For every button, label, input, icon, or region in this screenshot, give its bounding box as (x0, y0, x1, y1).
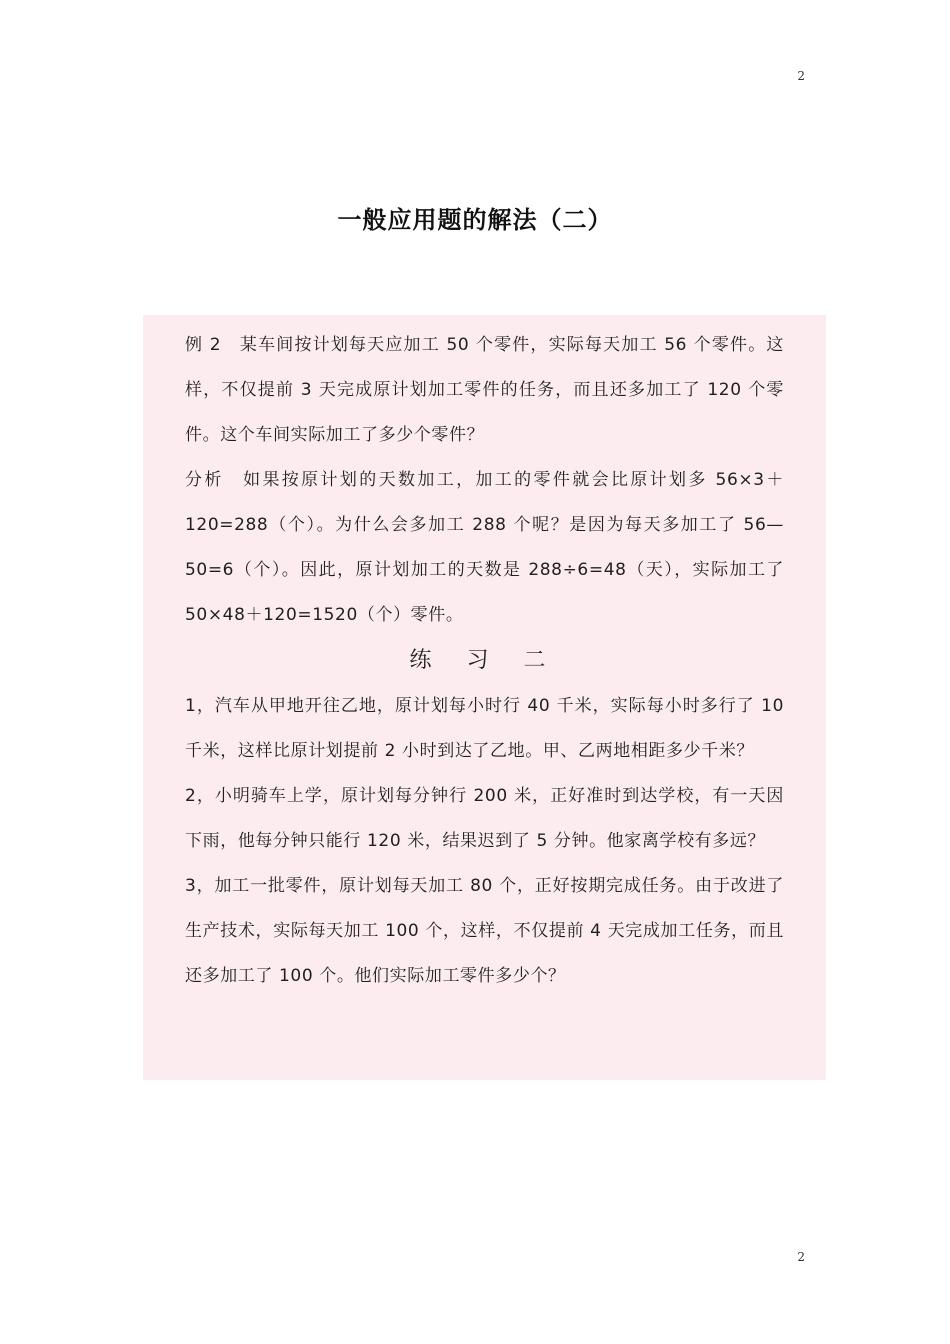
content-panel (143, 315, 826, 1080)
exercise-item-1: 1，汽车从甲地开往乙地，原计划每小时行 40 千米，实际每小时多行了 10 千米，这样比原计划提前 2 小时到达了乙地。甲、乙两地相距多少千米？ (185, 696, 784, 761)
example-paragraph: 例 2 某车间按计划每天应加工 50 个零件，实际每天加工 56 个零件。这样，不仅提前 3 天完成原计划加工零件的任务，而且还多加工了 120 个零件。这个车间实际加工了多少个零件？ (185, 335, 784, 445)
exercise-heading: 练 习 二 (409, 648, 560, 673)
exercise-item-3: 3，加工一批零件，原计划每天加工 80 个，正好按期完成任务。由于改进了生产技术，实际每天加工 100 个，这样，不仅提前 4 天完成加工任务，而且还多加工了 100 个。他们实际加工零件多少个？ (185, 876, 784, 986)
exercise-item-2: 2，小明骑车上学，原计划每分钟行 200 米，正好准时到达学校，有一天因下雨，他每分钟只能行 120 米，结果迟到了 5 分钟。他家离学校有多远？ (185, 786, 784, 851)
page-number-bottom: 2 (797, 1250, 805, 1264)
page-title: 一般应用题的解法（二） (337, 205, 613, 234)
page-number-top: 2 (797, 69, 805, 83)
analysis-paragraph: 分析 如果按原计划的天数加工，加工的零件就会比原计划多 56×3＋120=288（个）。为什么会多加工 288 个呢？是因为每天多加工了 56—50=6（个）。因此，原计划加工的天数是 288÷6=48（天），实际加工了 50×48＋120=1520（个）零件。 (185, 470, 784, 625)
